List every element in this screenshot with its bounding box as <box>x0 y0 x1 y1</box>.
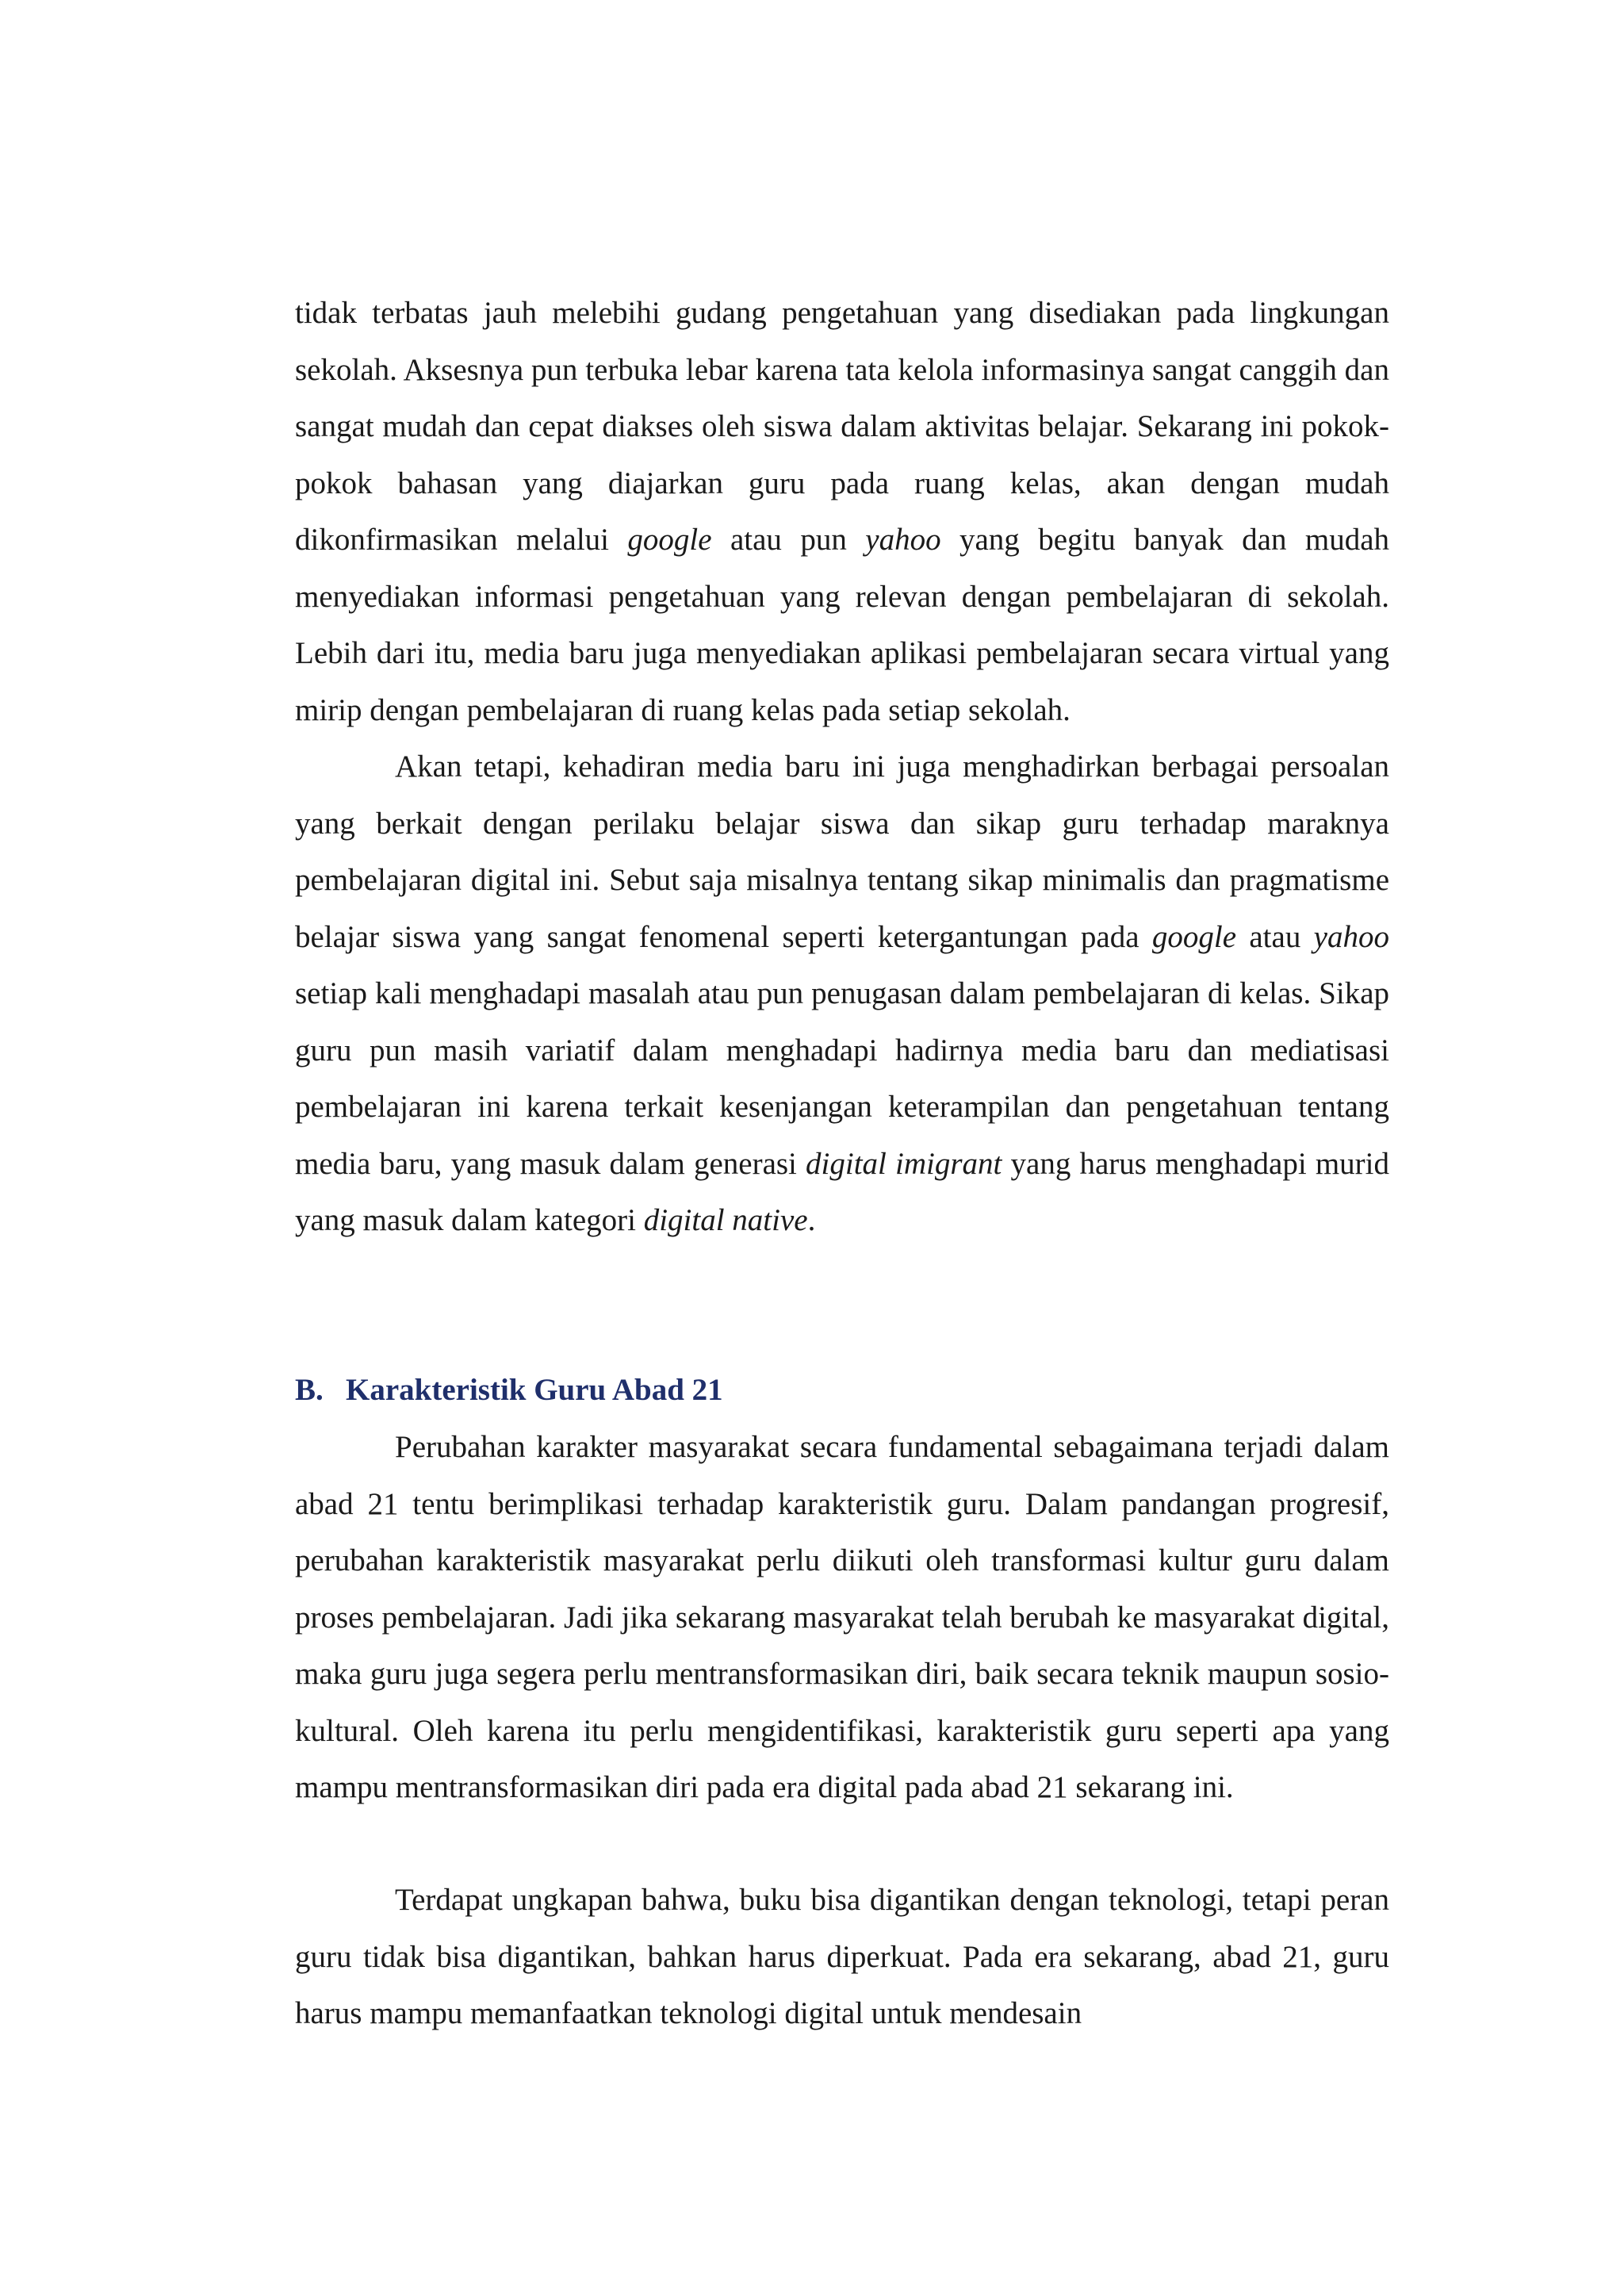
paragraph-2 <box>295 738 1389 1249</box>
paragraph-2-text-b: atau <box>1236 919 1314 954</box>
paragraph-1-text-c: yang begitu banyak dan mudah menyediakan informasi pengetahuan yang relevan dengan pembelajaran di sekolah. Lebih dari itu, media baru juga menyediakan aplikasi pembelajaran secara virtual yang mirip dengan pembelajaran di ruang kelas pada setiap sekolah. <box>295 523 1389 727</box>
paragraph-2-text-e: . <box>807 1203 816 1237</box>
paragraph-2-block <box>295 738 1389 1249</box>
paragraph-1 <box>295 285 1389 738</box>
paragraph-2-italic-digital-native: digital native <box>643 1203 808 1237</box>
paragraph-1-italic-yahoo: yahoo <box>865 523 941 557</box>
paragraph-1-text-b: atau pun <box>711 523 866 557</box>
section-heading-title: Karakteristik Guru Abad 21 <box>346 1373 723 1407</box>
paragraph-4: Terdapat ungkapan bahwa, buku bisa digantikan dengan teknologi, tetapi peran guru tidak bisa digantikan, bahkan harus diperkuat. Pada era sekarang, abad 21, guru harus mampu memanfaatkan teknologi digital untuk mendesain <box>295 1883 1389 2030</box>
paragraph-1-text-a: tidak terbatas jauh melebihi gudang pengetahuan yang disediakan pada lingkungan sekolah. Aksesnya pun terbuka lebar karena tata kelola informasinya sangat canggih dan sangat mudah dan cepat diakses oleh siswa dalam aktivitas belajar. Sekarang ini pokok-pokok bahasan yang diajarkan guru pada ruang kelas, akan dengan mudah dikonfirmasikan melalui <box>295 296 1389 557</box>
paragraph-4-block <box>295 1872 1389 2042</box>
paragraph-2-text-c: setiap kali menghadapi masalah atau pun penugasan dalam pembelajaran di kelas. Sikap guru pun masih variatif dalam menghadapi hadirnya media baru dan mediatisasi pembelajaran ini karena terkait kesenjangan keterampilan dan pengetahuan tentang media baru, yang masuk dalam generasi <box>295 976 1389 1181</box>
paragraph-2-text-a: Akan tetapi, kehadiran media baru ini juga menghadirkan berbagai persoalan yang berkait dengan perilaku belajar siswa dan sikap guru terhadap maraknya pembelajaran digital ini. Sebut saja misalnya tentang sikap minimalis dan pragmatisme belajar siswa yang sangat fenomenal seperti ketergantungan pada <box>295 749 1389 954</box>
paragraph-2-italic-digital-imigrant: digital imigrant <box>806 1146 1002 1181</box>
paragraph-2-italic-google: google <box>1151 919 1237 954</box>
paragraph-2-text-d: yang harus menghadapi murid yang masuk dalam kategori <box>295 1146 1389 1237</box>
paragraph-1-italic-google: google <box>627 523 712 557</box>
section-heading <box>295 1362 1389 1419</box>
paragraph-2-italic-yahoo: yahoo <box>1313 919 1389 954</box>
paragraph-3: Perubahan karakter masyarakat secara fundamental sebagaimana terjadi dalam abad 21 tentu berimplikasi terhadap karakteristik guru. Dalam pandangan progresif, perubahan karakteristik masyarakat perlu diikuti oleh transformasi kultur guru dalam proses pembelajaran. Jadi jika sekarang masyarakat telah berubah ke masyarakat digital, maka guru juga segera perlu mentransformasikan diri, baik secara teknik maupun sosio-kultural. Oleh karena itu perlu mengidentifikasi, karakteristik guru seperti apa yang mampu mentransformasikan diri pada era digital pada abad 21 sekarang ini. <box>295 1430 1389 1804</box>
section-heading-number: B. <box>295 1373 324 1407</box>
paragraph-1-block <box>295 285 1389 738</box>
paragraph-3-block <box>295 1419 1389 1816</box>
